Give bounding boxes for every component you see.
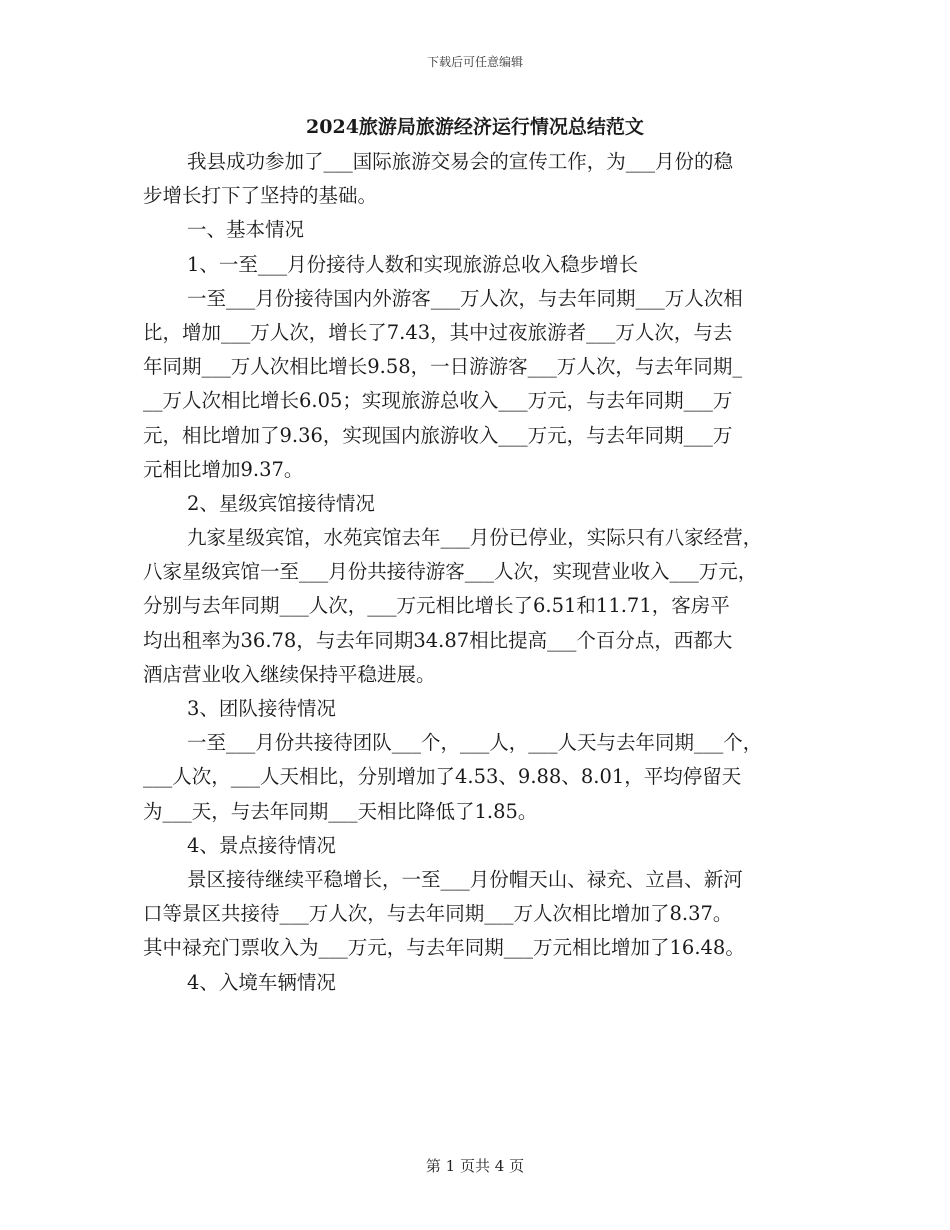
subsection-heading: 2、星级宾馆接待情况 [187, 491, 375, 515]
body-line: 均出租率为36.78，与去年同期34.87相比提高___个百分点，西都大 [143, 628, 733, 652]
body-line: 一至___月份接待国内外游客___万人次，与去年同期___万人次相 [187, 286, 743, 310]
page-header: 下载后可任意编辑 [426, 55, 523, 69]
body-line: 年同期___万人次相比增长9.58，一日游游客___万人次，与去年同期_ [143, 355, 743, 379]
body-line: 我县成功参加了___国际旅游交易会的宣传工作，为___月份的稳 [187, 150, 734, 173]
body-line: __万人次相比增长6.05；实现旅游总收入___万元，与去年同期___万 [143, 389, 733, 413]
body-line: 九家星级宾馆，水苑宾馆去年___月份已停业，实际只有八家经营， [187, 526, 763, 550]
body-line: 其中禄充门票收入为___万元，与去年同期___万元相比增加了16.48。 [143, 936, 745, 960]
subsection-heading: 3、团队接待情况 [187, 697, 336, 720]
body-line: 为___天，与去年同期___天相比降低了1.85。 [143, 799, 538, 823]
body-line: 步增长打下了坚持的基础。 [143, 184, 378, 208]
subsection-heading: 4、入境车辆情况 [187, 970, 336, 994]
body-line: 一至___月份共接待团队___个，___人，___人天与去年同期___个， [187, 731, 763, 755]
body-line: ___人次，___人天相比，分别增加了4.53、9.88、8.01，平均停留天 [143, 765, 742, 789]
body-line: 酒店营业收入继续保持平稳进展。 [143, 662, 436, 686]
body-line: 景区接待继续平稳增长，一至___月份帽天山、禄充、立昌、新河 [187, 867, 743, 891]
body-line: 分别与去年同期___人次，___万元相比增长了6.51和11.71，客房平 [143, 594, 730, 618]
body-line: 口等景区共接待___万人次，与去年同期___万人次相比增加了8.37。 [143, 902, 733, 926]
body-line: 八家星级宾馆一至___月份共接待游客___人次，实现营业收入___万元， [143, 560, 758, 584]
body-line: 元相比增加9.37。 [143, 457, 304, 481]
page-footer: 第 1 页共 4 页 [425, 1157, 525, 1175]
section-heading: 一、基本情况 [187, 218, 305, 242]
document-body [143, 145, 813, 1000]
body-line: 元，相比增加了9.36，实现国内旅游收入___万元，与去年同期___万 [143, 423, 733, 447]
subsection-heading: 4、景点接待情况 [187, 833, 336, 857]
subsection-heading: 1、一至___月份接待人数和实现旅游总收入稳步增长 [187, 252, 639, 276]
document-title: 2024旅游局旅游经济运行情况总结范文 [306, 116, 644, 138]
body-line: 比，增加___万人次，增长了7.43，其中过夜旅游者___万人次，与去 [143, 320, 733, 344]
